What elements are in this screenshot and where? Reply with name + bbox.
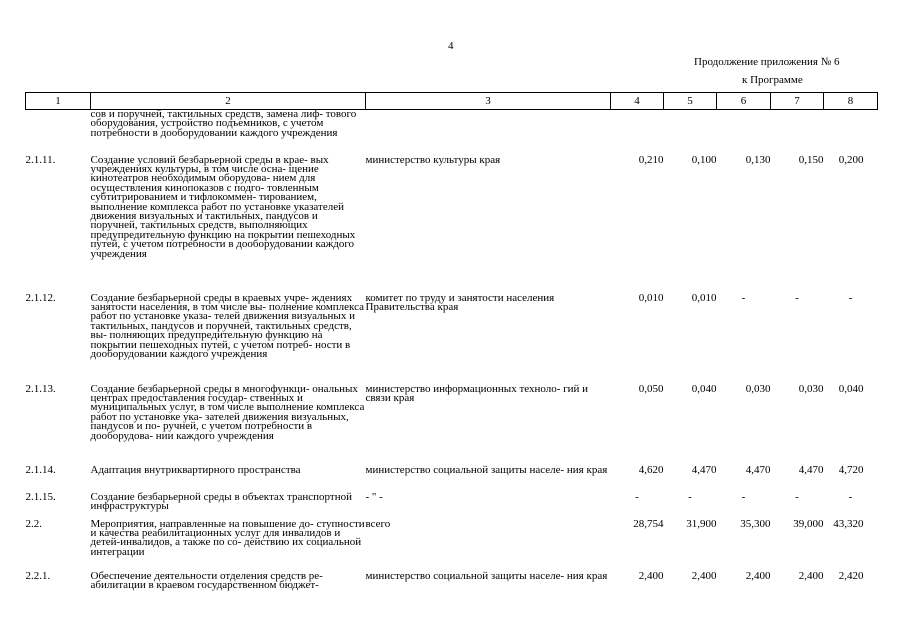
value-col8: 2,420: [838, 569, 864, 582]
item-number: 2.1.11.: [25, 153, 56, 166]
value-col6: [717, 110, 771, 156]
value-col6: 2,400: [745, 569, 771, 582]
responsible-executor: министерство социальной защиты населе- ния края: [365, 463, 608, 476]
responsible-executor: министерство информационных техноло- гий и связи края: [365, 382, 589, 404]
program-measures-table: [25, 92, 878, 596]
table-row: [26, 385, 878, 466]
item-number: 2.1.13.: [25, 382, 56, 395]
item-number: [26, 110, 91, 156]
item-number: 2.2.: [25, 517, 42, 530]
value-col6: 0,130: [745, 153, 771, 166]
responsible-executor: министерство культуры края: [365, 153, 501, 166]
value-col7: 0,030: [798, 382, 824, 395]
responsible-executor: министерство социальной защиты населе- ния края: [365, 569, 608, 582]
table-row: [26, 520, 878, 572]
measure-description: Создание безбарьерной среды в объектах транспортной инфраструктуры: [90, 490, 352, 512]
value-col8: 0,040: [838, 382, 864, 395]
measure-description: Создание безбарьерной среды в краевых учре- ждениях занятости населения, в том числе вы- полнение комплекса работ по установке указа- телей движения визуальных и тактильных, пандусов и поручней, тактильных средств, вы- полняющих предупредительную функцию на покрытии пешеходных путей, с учетом потреб- ности в дооборудовании каждого учреждения: [90, 291, 365, 360]
column-number-header-row: [26, 93, 878, 110]
value-col5: 0,010: [691, 291, 717, 304]
value-col5: 4,470: [691, 463, 717, 476]
responsible-executor: - " -: [365, 490, 383, 503]
value-col5: [664, 110, 717, 156]
value-col6: 0,030: [745, 382, 771, 395]
value-col4: [611, 110, 664, 156]
responsible-executor: [366, 110, 611, 156]
value-col7: [771, 110, 824, 156]
value-col7: -: [795, 490, 799, 503]
value-col7: 2,400: [798, 569, 824, 582]
program-reference-label: к Программе: [742, 74, 803, 86]
column-header: 7: [771, 93, 824, 110]
item-number: 2.1.14.: [25, 463, 56, 476]
value-col6: 35,300: [740, 517, 771, 530]
column-header: 6: [717, 93, 771, 110]
value-col5: 2,400: [691, 569, 717, 582]
page-number: 4: [448, 40, 454, 52]
measure-description: Мероприятия, направленные на повышение до- ступности и качества реабилитационных услуг для инвалидов и детей-инвалидов, а также по со- действию их социальной интеграции: [90, 517, 365, 558]
value-col6: -: [741, 490, 746, 503]
value-col8: 4,720: [838, 463, 864, 476]
value-col4: 0,050: [638, 382, 664, 395]
value-col7: 0,150: [798, 153, 824, 166]
responsible-executor: комитет по труду и занятости населения Правительства края: [365, 291, 555, 313]
column-header: 1: [26, 93, 91, 110]
value-col7: 4,470: [798, 463, 824, 476]
value-col8: -: [848, 490, 853, 503]
item-number: 2.2.1.: [25, 569, 51, 582]
appendix-continuation-label: Продолжение приложения № 6: [694, 56, 840, 68]
value-col4: 0,010: [638, 291, 664, 304]
value-col5: -: [688, 490, 692, 503]
value-col5: 0,100: [691, 153, 717, 166]
measure-description: сов и поручней, тактильных средств, замена лиф- тового оборудования, устройство подъемников, с учетом потребности в дооборудовании каждого учреждения: [90, 108, 357, 139]
table-row: [26, 466, 878, 493]
column-header: 4: [611, 93, 664, 110]
value-col8: 43,320: [833, 517, 864, 530]
table-row: [26, 156, 878, 294]
value-col4: 0,210: [638, 153, 664, 166]
column-header: 8: [824, 93, 878, 110]
measure-description: Адаптация внутриквартирного пространства: [90, 463, 301, 476]
table-row: [26, 294, 878, 385]
column-header: 5: [664, 93, 717, 110]
value-col7: -: [795, 291, 799, 304]
value-col6: 4,470: [745, 463, 771, 476]
measure-description: Обеспечение деятельности отделения средств ре- абилитации в краевом государственном бюджет-: [90, 569, 323, 591]
item-number: 2.1.15.: [25, 490, 56, 503]
measure-description: Создание условий безбарьерной среды в крае- вых учреждениях культуры, в том числе осна- щение кинотеатров необходимым оборудова- нием для осуществления кинопоказов с подго- товленным субтитрированием и тифлокоммен- тированием, выполнение комплекса работ по установке указателей движения визуальных и тактильных, пандусов и поручней, тактильных средств, выполняющих предупредительную функцию на покрытии пешеходных путей, с учетом потребности в дооборудовании каждого учреждения: [90, 153, 356, 260]
column-header: 2: [91, 93, 366, 110]
value-col5: 31,900: [686, 517, 717, 530]
table-row: [26, 572, 878, 596]
responsible-executor: всего: [365, 517, 391, 530]
value-col6: -: [741, 291, 746, 304]
value-col8: 0,200: [838, 153, 864, 166]
value-col8: [824, 110, 878, 156]
value-col4: 2,400: [638, 569, 664, 582]
table-row: [26, 493, 878, 520]
value-col4: 28,754: [633, 517, 664, 530]
value-col7: 39,000: [793, 517, 824, 530]
item-number: 2.1.12.: [25, 291, 56, 304]
column-header: 3: [366, 93, 611, 110]
measure-description: Создание безбарьерной среды в многофункци- ональных центрах предоставления государ- ственных и муниципальных услуг, в том числе выполнение комплекса работ по установке ука- зателей движения визуальных, пандусов и по- ручней, с учетом потребности в дооборудова- нии каждого учреждения: [90, 382, 365, 442]
value-col5: 0,040: [691, 382, 717, 395]
value-col8: -: [848, 291, 853, 304]
value-col4: -: [635, 490, 639, 503]
table-row: [26, 110, 878, 156]
value-col4: 4,620: [638, 463, 664, 476]
